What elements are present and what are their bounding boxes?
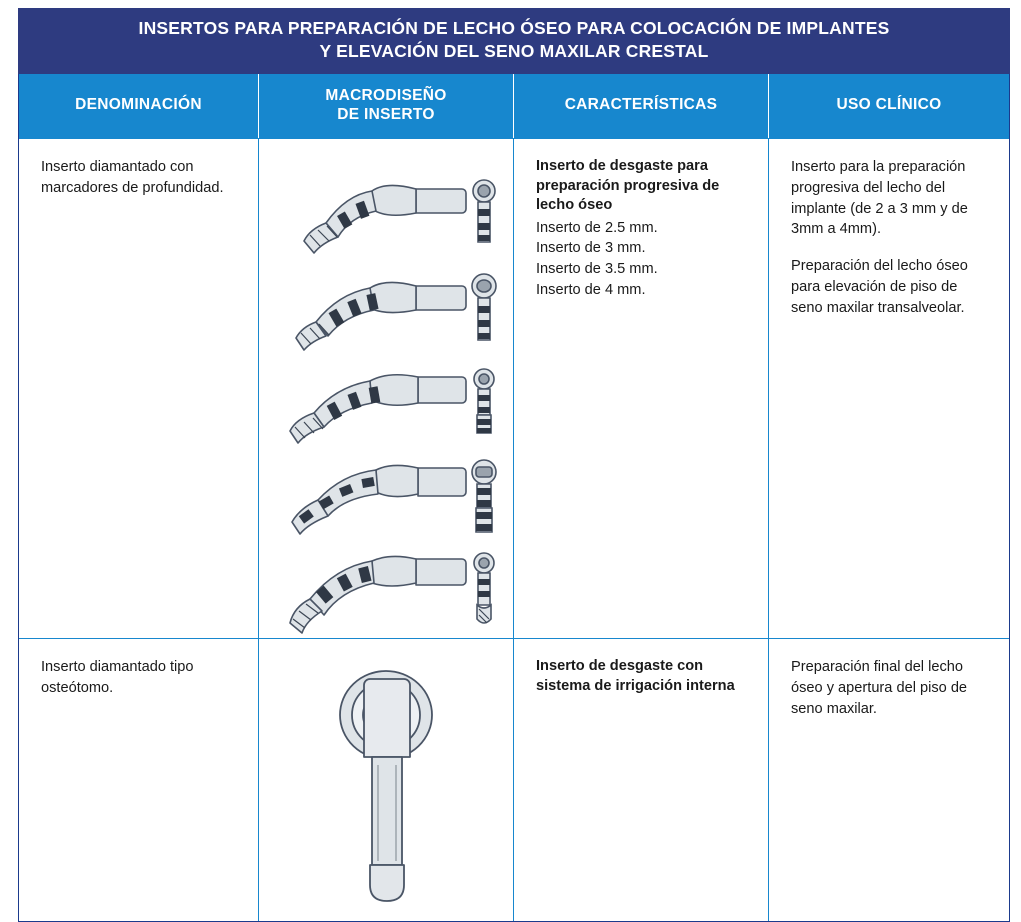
column-header-uso-clinico: USO CLÍNICO bbox=[836, 96, 942, 114]
caracteristicas-item: Inserto de 3 mm. bbox=[536, 240, 646, 257]
table-header-row bbox=[19, 74, 1009, 139]
osteotome-insert-icon bbox=[296, 657, 476, 912]
column-header-macrodiseno-line2: DE INSERTO bbox=[337, 105, 435, 123]
column-header-macrodiseno bbox=[259, 74, 514, 139]
table-title bbox=[18, 8, 1010, 74]
column-header-denominacion: DENOMINACIÓN bbox=[19, 74, 259, 139]
insert-illustration bbox=[263, 167, 509, 262]
diamond-insert-icon bbox=[266, 169, 506, 261]
caracteristicas-title-2: Inserto de desgaste con sistema de irrigación interna bbox=[536, 658, 735, 694]
cell-uso-clinico-2 bbox=[769, 639, 1009, 921]
diamond-insert-icon bbox=[266, 454, 506, 546]
diamond-insert-icon bbox=[266, 359, 506, 451]
inserts-table bbox=[18, 74, 1010, 922]
column-header-macrodiseno-line1: MACRODISEÑO bbox=[325, 86, 447, 104]
cell-denominacion-2: Inserto diamantado tipo osteótomo. bbox=[19, 639, 259, 921]
cell-caracteristicas-2 bbox=[514, 639, 769, 921]
uso-clinico-paragraph: Inserto para la preparación progresiva del lecho del implante (de 2 a 3 mm y de 3mm a 4mm). bbox=[791, 159, 968, 238]
diamond-insert-icon bbox=[266, 549, 506, 641]
column-header-caracteristicas: CARACTERÍSTICAS bbox=[514, 74, 769, 139]
uso-clinico-paragraph: Preparación final del lecho óseo y apertura del piso de seno maxilar. bbox=[791, 659, 968, 717]
insert-illustration bbox=[263, 452, 509, 547]
table-title-line1: INSERTOS PARA PREPARACIÓN DE LECHO ÓSEO PARA COLOCACIÓN DE IMPLANTES bbox=[138, 18, 890, 38]
insert-illustration bbox=[263, 262, 509, 357]
cell-macrodiseno-2 bbox=[259, 639, 514, 921]
uso-clinico-paragraph: Preparación del lecho óseo para elevación de piso de seno maxilar transalveolar. bbox=[791, 258, 968, 316]
insert-illustration bbox=[263, 357, 509, 452]
table-row bbox=[19, 638, 1009, 921]
cell-denominacion-1: Inserto diamantado con marcadores de profundidad. bbox=[19, 139, 259, 638]
cell-macrodiseno-1 bbox=[259, 139, 514, 638]
cell-uso-clinico-1 bbox=[769, 139, 1009, 638]
table-title-line2: Y ELEVACIÓN DEL SENO MAXILAR CRESTAL bbox=[319, 41, 709, 62]
table-row bbox=[19, 138, 1009, 638]
insert-illustration bbox=[263, 547, 509, 642]
caracteristicas-item: Inserto de 4 mm. bbox=[536, 281, 646, 298]
diamond-insert-icon bbox=[266, 264, 506, 356]
cell-caracteristicas-1 bbox=[514, 139, 769, 638]
caracteristicas-title-1: Inserto de desgaste para preparación progresiva de lecho óseo bbox=[536, 158, 720, 214]
caracteristicas-item: Inserto de 3.5 mm. bbox=[536, 260, 658, 277]
caracteristicas-item: Inserto de 2.5 mm. bbox=[536, 219, 658, 236]
